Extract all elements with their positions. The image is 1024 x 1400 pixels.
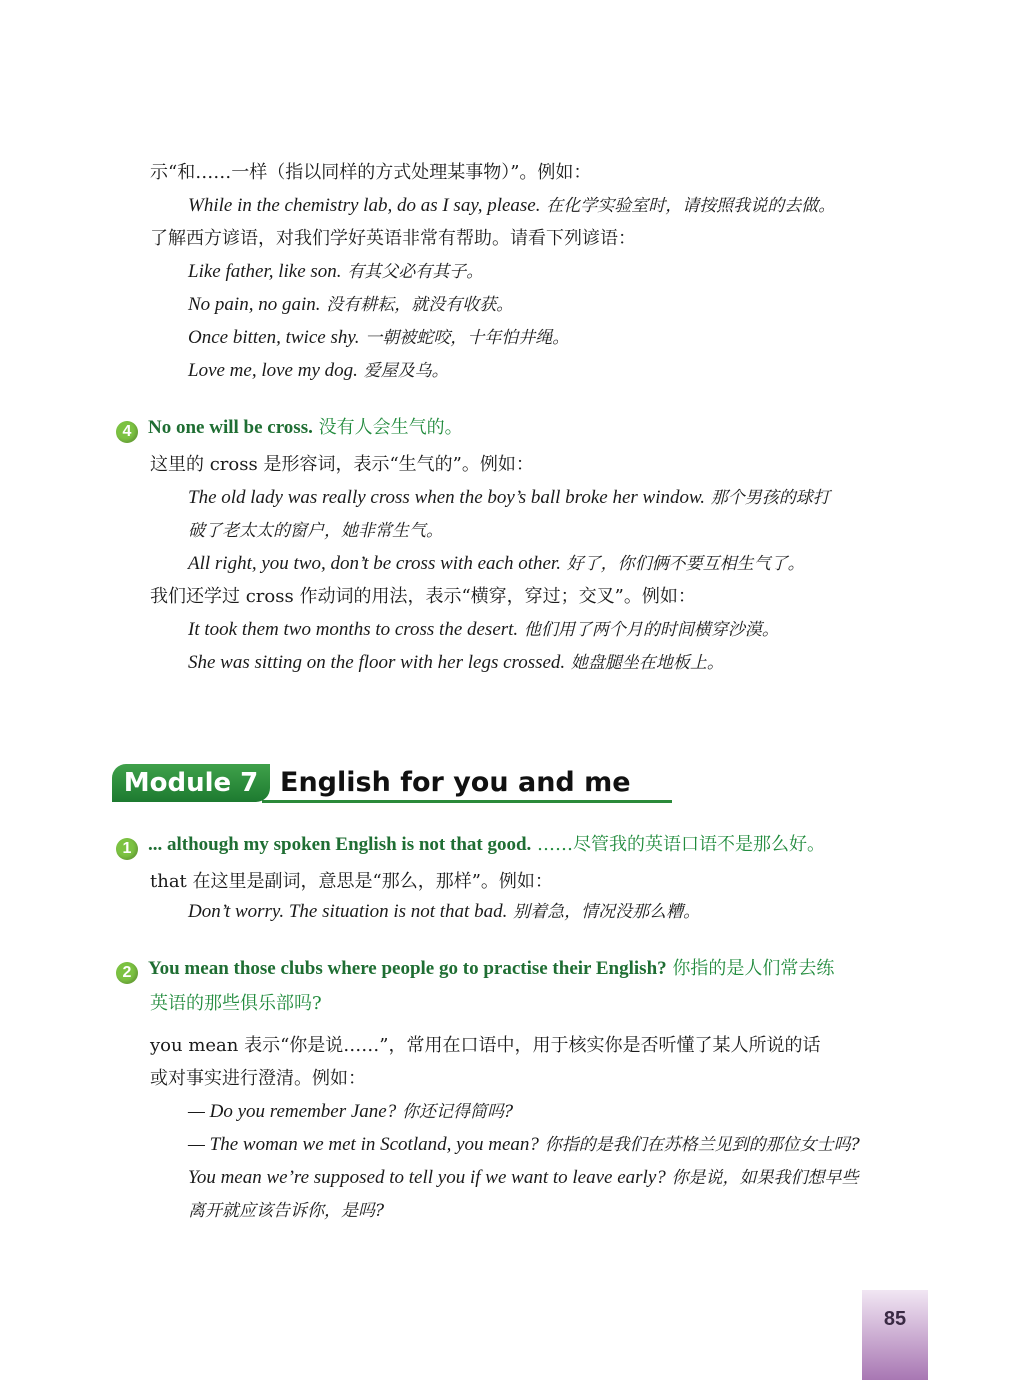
example-en: While in the chemistry lab, do as I say, please.: [188, 195, 541, 216]
heading-en: You mean those clubs where people go to practise their English?: [148, 958, 667, 979]
example-line: [188, 1161, 940, 1195]
note-heading: [116, 828, 936, 861]
module-header: [112, 764, 672, 804]
example-line: [188, 547, 940, 581]
text: 或对事实进行澄清。例如：: [150, 1068, 366, 1089]
example-cn: 那个男孩的球打: [710, 488, 830, 508]
module-title: English for you and me: [280, 767, 631, 798]
example-en: — The woman we met in Scotland, you mean?: [188, 1134, 539, 1155]
example-line: [188, 514, 940, 548]
example-en: The old lady was really cross when the boy’s ball broke her window.: [188, 487, 706, 508]
example-cn: 破了老太太的窗户，她非常生气。: [188, 521, 443, 541]
proverb-en: Like father, like son.: [188, 261, 342, 282]
number-badge-icon: 2: [116, 962, 138, 984]
heading-en: No one will be cross.: [148, 417, 313, 438]
note-heading: [116, 952, 936, 985]
page-number: 85: [862, 1290, 928, 1380]
note-heading: [116, 411, 936, 444]
proverb-cn: 有其父必有其子。: [347, 262, 484, 282]
example-line: [188, 1194, 940, 1228]
example-cn: 在化学实验室时，请按照我说的去做。: [546, 196, 836, 216]
example-en: You mean we’re supposed to tell you if we want to leave early?: [188, 1167, 666, 1188]
proverb-line: [188, 288, 940, 322]
text-line: [150, 448, 940, 481]
text-line: [150, 580, 940, 613]
proverb-cn: 一朝被蛇咬，十年怕井绳。: [365, 328, 570, 348]
heading-cn: 没有人会生气的。: [318, 417, 463, 438]
text-line: [150, 222, 940, 255]
example-line: [188, 613, 940, 647]
example-cn: 她盘腿坐在地板上。: [570, 653, 724, 673]
example-line: [188, 189, 940, 223]
heading-en: ... although my spoken English is not that good.: [148, 834, 532, 855]
proverb-line: [188, 354, 940, 388]
proverb-en: Once bitten, twice shy.: [188, 327, 360, 348]
example-line: [188, 1128, 940, 1162]
example-cn: 你指的是我们在苏格兰见到的那位女士吗?: [544, 1135, 860, 1155]
text: you mean 表示“你是说……”，常用在口语中，用于核实你是否听懂了某人所说的话: [150, 1035, 821, 1056]
text: 我们还学过 cross 作动词的用法，表示“横穿，穿过；交叉”。例如：: [150, 586, 696, 607]
example-line: [188, 1095, 940, 1129]
text-line: [150, 1062, 940, 1095]
heading-cn: ……尽管我的英语口语不是那么好。: [537, 834, 826, 855]
text-line: [150, 156, 940, 189]
example-cn: 离开就应该告诉你，是吗?: [188, 1201, 385, 1221]
example-line: [188, 481, 940, 515]
text: 这里的 cross 是形容词，表示“生气的”。例如：: [150, 454, 534, 475]
example-en: She was sitting on the floor with her legs crossed.: [188, 652, 566, 673]
example-cn: 你是说，如果我们想早些: [671, 1168, 859, 1188]
text-line: [150, 1029, 940, 1062]
text: 示“和……一样（指以同样的方式处理某事物）”。例如：: [150, 162, 592, 183]
module-tag: Module 7: [112, 764, 270, 802]
example-cn: 他们用了两个月的时间横穿沙漠。: [523, 620, 779, 640]
example-en: Don’t worry. The situation is not that bad.: [188, 901, 508, 922]
example-cn: 你还记得简吗?: [401, 1102, 514, 1122]
note-heading-cont: [150, 987, 970, 1020]
proverb-cn: 没有耕耘，就没有收获。: [326, 295, 514, 315]
example-cn: 别着急，情况没那么糟。: [513, 902, 701, 922]
heading-cn: 你指的是人们常去练: [672, 958, 835, 979]
text-line: [150, 865, 940, 898]
proverb-line: [188, 255, 940, 289]
example-en: — Do you remember Jane?: [188, 1101, 397, 1122]
example-en: It took them two months to cross the desert.: [188, 619, 519, 640]
number-badge-icon: 1: [116, 838, 138, 860]
example-en: All right, you two, don’t be cross with each other.: [188, 553, 561, 574]
proverb-en: No pain, no gain.: [188, 294, 321, 315]
number-badge-icon: 4: [116, 421, 138, 443]
proverb-cn: 爱屋及乌。: [363, 361, 449, 381]
example-line: [188, 646, 940, 680]
heading-cn: 英语的那些俱乐部吗?: [150, 993, 322, 1014]
text: 了解西方谚语，对我们学好英语非常有帮助。请看下列谚语：: [150, 228, 636, 249]
proverb-line: [188, 321, 940, 355]
proverb-en: Love me, love my dog.: [188, 360, 358, 381]
example-line: [188, 895, 940, 929]
text: that 在这里是副词，意思是“那么，那样”。例如：: [150, 871, 553, 892]
example-cn: 好了，你们俩不要互相生气了。: [566, 554, 805, 574]
